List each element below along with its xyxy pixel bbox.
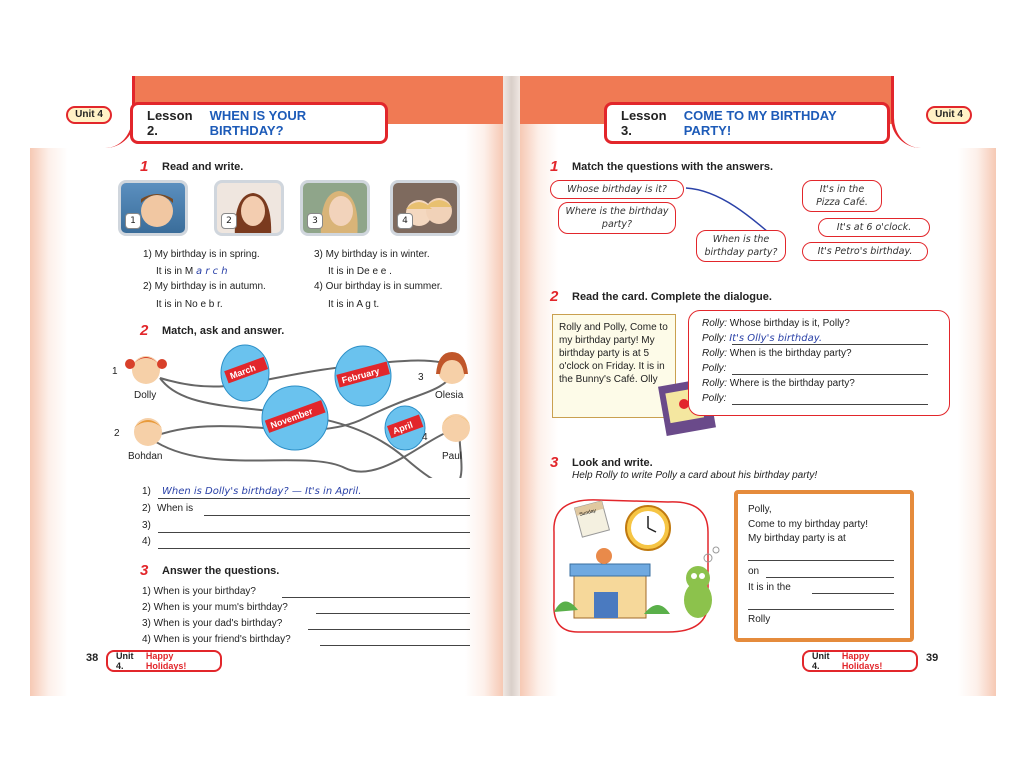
photo-girl	[300, 180, 370, 236]
unit-tab: Unit 4	[926, 106, 972, 124]
paul-face-icon	[434, 406, 478, 446]
letter-blank-3[interactable]	[812, 593, 894, 594]
dolly-face-icon	[124, 348, 168, 388]
letter-greeting: Polly,	[748, 504, 772, 515]
child-number-4: 4	[422, 432, 428, 443]
task1-line-3: 3) My birthday is in winter.	[314, 249, 430, 260]
photo-number: 2	[221, 213, 237, 229]
page-number: 39	[926, 652, 939, 664]
dialogue-answer-line-3[interactable]	[732, 404, 928, 405]
question-bubble-2[interactable]: Where is the birthday party?	[558, 202, 676, 234]
letter-blank-2[interactable]	[766, 577, 894, 578]
left-page	[30, 76, 503, 696]
task-title: Read and write.	[162, 160, 244, 173]
task2-heading: 2 Read the card. Complete the dialogue.	[550, 288, 772, 305]
answer-2-start: When is	[157, 503, 194, 514]
answer-line-4[interactable]	[158, 548, 470, 549]
photo-boy	[118, 180, 188, 236]
question-4: 4) When is your friend's birthday?	[142, 634, 291, 645]
unit-tab: Unit 4	[66, 106, 112, 124]
question-line-4[interactable]	[320, 645, 470, 646]
letter-place: It is in the	[748, 582, 791, 593]
lesson-header: Lesson 3. COME TO MY BIRTHDAY PARTY!	[604, 102, 890, 144]
photo-number: 4	[397, 213, 413, 229]
dialogue-answer-line-2[interactable]	[732, 374, 928, 375]
task1-line-2b[interactable]: It is in No e b r.	[156, 299, 223, 310]
textbook-spread	[30, 76, 996, 696]
question-line-3[interactable]	[308, 629, 470, 630]
question-2: 2) When is your mum's birthday?	[142, 602, 288, 613]
task1-line-4b[interactable]: It is in A g t.	[328, 299, 380, 310]
question-line-2[interactable]	[316, 613, 470, 614]
child-name-olesia: Olesia	[435, 390, 464, 401]
child-name-bohdan: Bohdan	[128, 451, 163, 462]
party-scene-illustration	[548, 492, 748, 642]
answer-num-3: 3)	[142, 520, 151, 531]
page-footer: Unit 4. Happy Holidays!	[106, 650, 222, 672]
task-number: 1	[140, 158, 149, 175]
task1-line-4: 4) Our birthday is in summer.	[314, 281, 443, 292]
dialogue-line-3: Rolly: When is the birthday party?	[702, 348, 852, 359]
letter-blank-4[interactable]	[748, 609, 894, 610]
letter-line-1: Come to my birthday party!	[748, 519, 869, 530]
lesson-number: Lesson 2.	[147, 108, 193, 138]
photo-number: 1	[125, 213, 141, 229]
answer-num-1: 1)	[142, 486, 151, 497]
photo-number: 3	[307, 213, 323, 229]
answer-line-3[interactable]	[158, 532, 470, 533]
task1-line-2: 2) My birthday is in autumn.	[143, 281, 266, 292]
task1-line-3b[interactable]: It is in De e e .	[328, 266, 392, 277]
task1-line-1b: It is in M a r c h	[156, 266, 228, 277]
child-number-3: 3	[418, 372, 424, 383]
filled-letters: a r c h	[196, 266, 228, 277]
olesia-face-icon	[430, 348, 474, 388]
question-bubble-1[interactable]: Whose birthday is it?	[550, 180, 684, 199]
answer-line-1[interactable]	[158, 498, 470, 499]
question-1: 1) When is your birthday?	[142, 586, 256, 597]
answer-bubble-1[interactable]: It's in the Pizza Café.	[802, 180, 882, 212]
dialogue-line-5: Rolly: Where is the birthday party?	[702, 378, 855, 389]
right-page	[520, 76, 996, 696]
answer-num-2: 2)	[142, 503, 151, 514]
balloon-april: April	[391, 419, 415, 437]
balloon-november: November	[269, 406, 314, 431]
child-number-2: 2	[114, 428, 120, 439]
task2-heading: 2 Match, ask and answer.	[140, 322, 285, 339]
child-number-1: 1	[112, 366, 118, 377]
page-footer: Unit 4. Happy Holidays!	[802, 650, 918, 672]
answer-bubble-2[interactable]: It's at 6 o'clock.	[818, 218, 930, 237]
balloon-february: February	[340, 365, 381, 386]
answer-line-2[interactable]	[204, 515, 470, 516]
book-gutter	[503, 76, 520, 696]
dialogue-line-1: Rolly: Whose birthday is it, Polly?	[702, 318, 850, 329]
answer-num-4: 4)	[142, 536, 151, 547]
lesson-header	[130, 102, 388, 144]
task1-line-1: 1) My birthday is in spring.	[143, 249, 260, 260]
answer-1-handwritten: When is Dolly's birthday? — It's in April.	[162, 486, 362, 497]
bohdan-face-icon	[126, 410, 170, 450]
photo-woman	[214, 180, 284, 236]
task3-subtitle: Help Rolly to write Polly a card about his birthday party!	[572, 470, 818, 481]
answer-bubble-3[interactable]: It's Petro's birthday.	[802, 242, 928, 261]
photo-twins	[390, 180, 460, 236]
balloon-march: March	[228, 362, 257, 382]
invitation-card: Rolly and Polly, Come to my birthday party! My birthday party is at 5 o'clock on Friday. It is in the Bunny's Café. Olly	[552, 314, 676, 418]
question-3: 3) When is your dad's birthday?	[142, 618, 283, 629]
dialogue-line-6: Polly:	[702, 393, 727, 404]
task3-heading: 3 Answer the questions.	[140, 562, 280, 579]
task1-heading	[140, 158, 243, 175]
calendar-label: Sunday	[578, 507, 597, 518]
question-line-1[interactable]	[282, 597, 470, 598]
letter-signature: Rolly	[748, 614, 771, 625]
letter-blank-1[interactable]	[748, 560, 894, 561]
child-name-paul: Paul	[442, 451, 463, 462]
task1-heading: 1 Match the questions with the answers.	[550, 158, 774, 175]
dialogue-line-4: Polly:	[702, 363, 727, 374]
dialogue-answer-line-1[interactable]	[732, 344, 928, 345]
question-bubble-3[interactable]: When is the birthday party?	[696, 230, 786, 262]
dialogue-line-2: Polly: It's Olly's birthday.	[702, 333, 823, 344]
child-name-dolly: Dolly	[134, 390, 157, 401]
task3-heading: 3 Look and write.	[550, 454, 653, 471]
letter-on: on	[748, 566, 760, 577]
letter-line-2: My birthday party is at	[748, 533, 846, 544]
page-number: 38	[86, 652, 99, 664]
lesson-title: WHEN IS YOUR BIRTHDAY?	[209, 108, 307, 138]
